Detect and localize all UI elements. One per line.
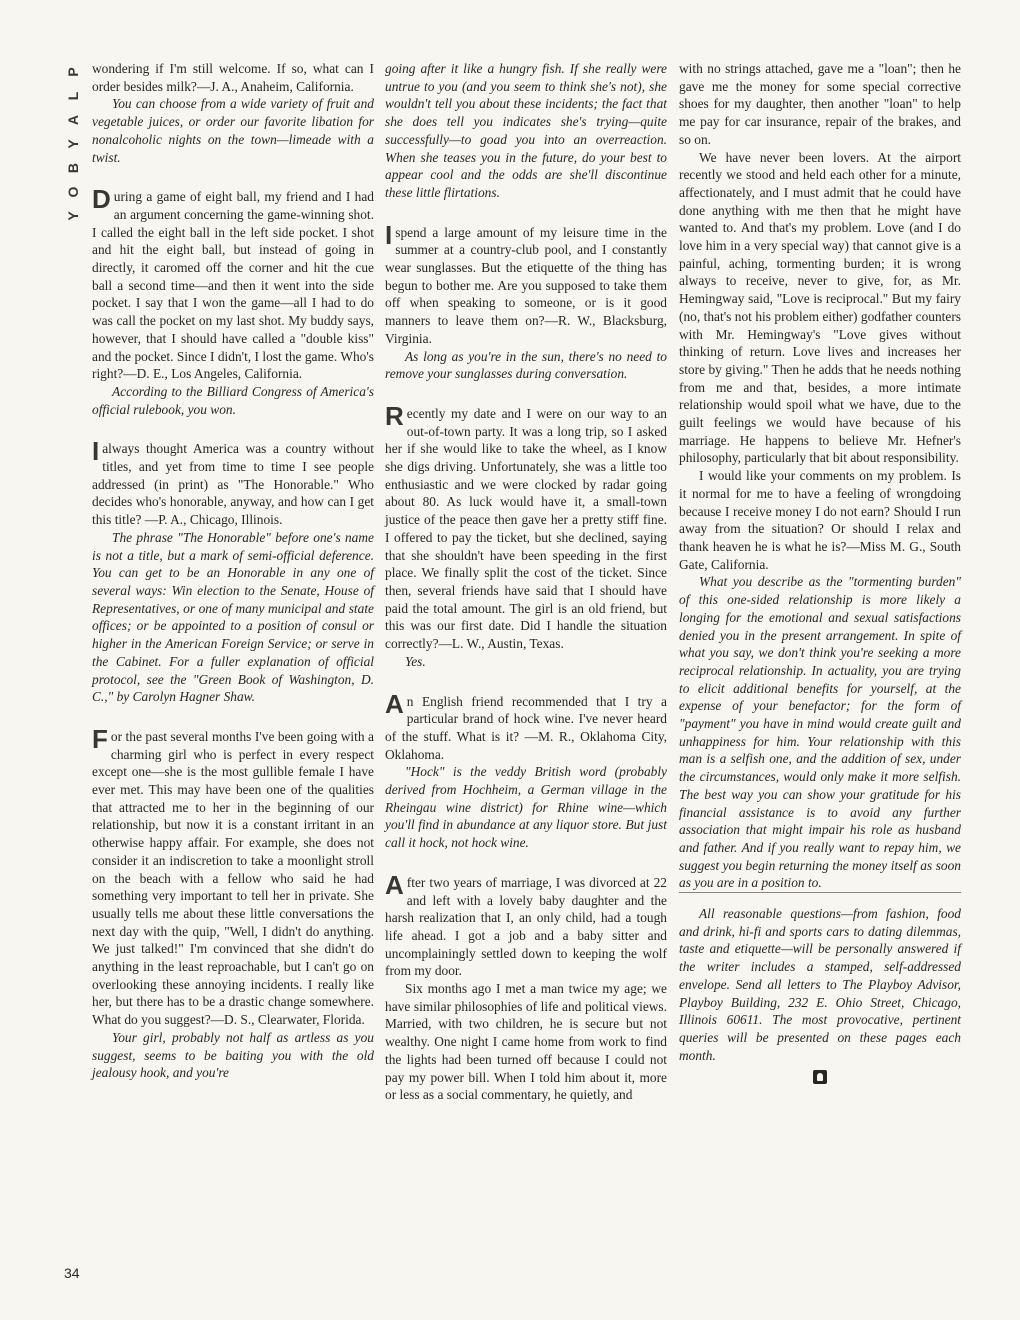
question-paragraph <box>92 184 374 383</box>
advice-item <box>385 688 667 852</box>
drop-cap: A <box>385 688 404 719</box>
advice-item <box>92 184 374 418</box>
answer-text: According to the Billiard Congress of America's official rulebook, you won. <box>92 383 374 417</box>
answer-text: Yes. <box>405 653 426 669</box>
question-paragraph: We have never been lovers. At the airport recently we stood and held each other for a minute, affectionately, and I must admit that he could have done anything with me then that he might have wanted to. And that's my problem. Love (and I do love him in a very special way) that cannot give is a painful, aching, tormenting burden; it is wrong always to receive, never to give, for, as Mr. Hemingway said, "Love is reciprocal." But my fairy (no, that's not his problem either) godfather counters with Mr. Hemingway's "Love gives without thinking of return. Love lives and increases her store by giving." Then he adds that he needs nothing from me and that, besides, a more intimate relationship would spoil what we have, due to the guilt feelings we would have because of his marriage. He happens to believe Mr. Hefner's philosophy, particularly that bit about responsibility. <box>679 149 961 466</box>
advice-item <box>92 60 374 166</box>
advice-item <box>385 400 667 671</box>
advice-item <box>92 436 374 706</box>
question-text: uring a game of eight ball, my friend and I had an argument concerning the game-winning shot. I called the eight ball in the left side pocket. I shot and hit the eight ball, but instead of going in directly, it caromed off the corner and hit the cue ball a second time—and then it went into the side pocket. I say that I won the game—all I had to do was call the pocket on my last shot. My buddy says, however, that I should have called a "double kiss" and the pocket. Since I didn't, I lost the game. Who's right?—D. E., Los Angeles, California. <box>92 189 374 382</box>
answer-text: "Hock" is the veddy British word (probably derived from Hochheim, a German village in the Rheingau wine district) for Rhine wine—which you'll find in abundance at any liquor store. But just call it hock, not hock wine. <box>385 764 667 851</box>
side-mark-letter: P <box>65 67 81 77</box>
page-number: 34 <box>64 1265 80 1281</box>
drop-cap: D <box>92 184 111 215</box>
side-mark-letter: A <box>65 114 81 126</box>
answer-text: Your girl, probably not half as artless as you suggest, seems to be baiting you with the old jealousy hook, and you're <box>92 1029 374 1081</box>
question-paragraph <box>385 869 667 980</box>
side-mark-letter: Y <box>65 211 81 221</box>
answer-continuation: going after it like a hungry fish. If she really were untrue to you (and you seem to think she's not), she wouldn't tell you about these incidents; the fact that she does tell you indicates she's trying—quite successfully—to goad you into an overreaction. When she teases you in the future, do your best to appear cool and the odds are she'll discontinue these little flirtations. <box>385 61 667 200</box>
side-mark-letter: Y <box>65 139 81 149</box>
answer-text: What you describe as the "tormenting burden" of this one-sided relationship is more likely a longing for the emotional and sexual satisfactions denied you in the present arrangement. In spite of what you say, we don't think you're seeking a more reciprocal relationship. In actuality, you are trying to elicit additional benefits for yourself, at the expense of your benefactor; for the form of "payment" you have in mind would create guilt and unhappiness for him. Your relationship with this man is a selfish one, and the addition of sex, under the circumstances, would only make it more selfish. The best way you can show your gratitude for his financial assistance is to avoid any further association that might impair his role as husband and father. And if you really want to repay him, we suggest you begin returning the money itself as soon as you are in a position to. <box>679 574 961 891</box>
rabbit-logo-icon <box>813 1070 827 1084</box>
question-text: always thought America was a country without titles, and yet from time to time I see people addressed (in print) as "The Honorable." Who decides who's honorable, anyway, and how can I get this title? —P. A., Chicago, Illinois. <box>92 441 374 528</box>
question-text: ecently my date and I were on our way to an out-of-town party. It was a long trip, so I asked her if she would like to take the wheel, as I know she digs driving. Unfortunately, she was a little too enthusiastic and we were clocked by radar going about 80. As luck would have it, a small-town justice of the peace then gave her a pretty stiff fine. I offered to pay the ticket, but she declined, saying that she shouldn't have been speeding in the first place. We finally split the cost of the ticket. Since then, several friends have said that I should have paid the total amount. The girl is an old friend, but this was our first date. Did I handle the situation correctly?—L. W., Austin, Texas. <box>385 405 667 652</box>
question-paragraph <box>92 723 374 1029</box>
question-text: or the past several months I've been going with a charming girl who is perfect in every respect except one—she is the most gullible female I have ever met. This may have been one of the qualities that attracted me to her in the beginning of our relationship, but now it is a constant irritant in an otherwise happy affair. For example, she does not consider it an indiscretion to take a moonlight stroll on the beach with a fellow who said he had something very important to tell her in private. She usually tells me about these little conversations the next day with the quip, "Well, I didn't do anything. We just talked!" I'm convinced that she didn't do anything in the least reproachable, but I can't go on overlooking these annoying incidents. I really like her, but there has to be a drastic change somewhere. What do you suggest?—D. S., Clearwater, Florida. <box>92 728 374 1028</box>
submission-note: All reasonable questions—from fashion, food and drink, hi-fi and sports cars to dating dilemmas, taste and etiquette—will be personally answered if the writer includes a stamped, self-addressed envelope. Send all letters to The Playboy Advisor, Playboy Building, 232 E. Ohio Street, Chicago, Illinois 60611. The most provocative, pertinent queries will be presented on these pages each month. <box>679 892 961 1064</box>
question-text: spend a large amount of my leisure time in the summer at a country-club pool, and I constantly wear sunglasses. But the etiquette of the thing has begun to bother me. Are you supposed to take them off when speaking to someone, or is it good manners to leave them on?—R. W., Blacksburg, Virginia. <box>385 224 667 346</box>
section-side-mark <box>64 60 82 228</box>
drop-cap: A <box>385 869 404 900</box>
question-text-continued: Six months ago I met a man twice my age; we have similar philosophies of life and political views. Married, with two children, he is secure but not wealthy. One night I came home from work to find the lights had been turned off because I could not pay my power bill. When I told him about it, more or less as a social commentary, he quietly, and <box>385 981 667 1103</box>
answer-text: You can choose from a wide variety of fruit and vegetable juices, or order our favorite libation for nonalcoholic nights on the town—limeade with a twist. <box>92 96 374 165</box>
side-mark-letter: L <box>65 91 81 101</box>
question-paragraph <box>92 436 374 529</box>
question-text: fter two years of marriage, I was divorced at 22 and left with a lovely baby daughter and the harsh realization that I, an only child, had a tough life ahead. I got a job and a baby sitter and uncomplainingly settled down to keeping the wolf from my door. <box>385 874 667 979</box>
question-text: wondering if I'm still welcome. If so, what can I order besides milk?—J. A., Anaheim, California. <box>92 61 374 94</box>
question-paragraph <box>385 688 667 764</box>
question-text: n English friend recommended that I try a particular brand of hock wine. I've never heard of the stuff. What is it? —M. R., Oklahoma City, Oklahoma. <box>385 693 667 762</box>
question-paragraph: I would like your comments on my problem. Is it normal for me to have a feeling of wrongdoing because I receive money I do not earn? Should I run away from the situation? Or should I relax and thank heaven he is what he is?—Miss M. G., South Gate, California. <box>679 468 961 572</box>
answer-text: As long as you're in the sun, there's no need to remove your sunglasses during conversation. <box>385 348 667 382</box>
column-2 <box>385 60 667 1104</box>
question-paragraph <box>385 400 667 653</box>
column-1 <box>92 60 374 1082</box>
drop-cap: R <box>385 400 404 431</box>
drop-cap: I <box>92 436 100 467</box>
advice-item <box>385 60 667 202</box>
drop-cap: F <box>92 723 108 754</box>
side-mark-letter: O <box>65 186 81 198</box>
question-continuation: with no strings attached, gave me a "loan"; then he gave me the money for some special corrective shoes for my daughter, then another "loan" to help me pay for car insurance, repair of the brakes, and so on. <box>679 61 961 147</box>
column-3 <box>679 60 961 1084</box>
drop-cap: I <box>385 219 393 250</box>
question-paragraph <box>385 219 667 348</box>
advice-item <box>385 219 667 383</box>
advice-item <box>92 723 374 1082</box>
side-mark-letter: B <box>65 162 81 174</box>
advice-item <box>385 869 667 1104</box>
answer-text: The phrase "The Honorable" before one's name is not a title, but a mark of semi-official deference. You can get to be an Honorable in any one of several ways: Win election to the Senate, House of Representatives, or one of many municipal and state offices; or be appointed to a position of consul or higher in the American Foreign Service; or serve in the Cabinet. For a fuller explanation of official protocol, see the "Green Book of Washington, D. C.," by Carolyn Hagner Shaw. <box>92 529 374 705</box>
